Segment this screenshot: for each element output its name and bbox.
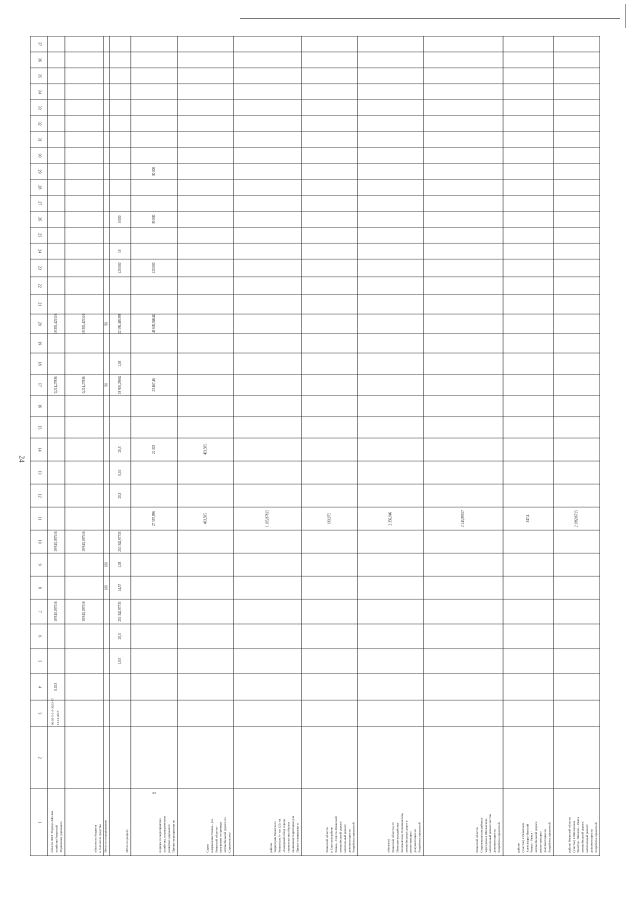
column-number: 6 [37, 635, 43, 638]
row-name-line: Рязанской области (13 [390, 822, 395, 853]
cell-value: 347,4 [525, 514, 531, 523]
row-name-line: капитальный ремонт [585, 824, 590, 853]
column-number: 1 [37, 821, 43, 824]
cell-value: 2 356,946 [388, 511, 393, 526]
cell-value: 183,975 [327, 513, 332, 525]
row-number: 25 [152, 791, 157, 795]
cell-value: 22 590,485398 [117, 313, 123, 334]
row-name-line: программе от границы [218, 821, 223, 853]
row-name-line: в том числе средства [97, 824, 102, 853]
row-date: 12.12.2017 [55, 710, 61, 725]
row-name-line: Сараи [205, 844, 210, 853]
row-name-line: межевания территории для [290, 815, 296, 853]
row-name-line: Ерахтур - Шилово - Ряжск [576, 816, 581, 853]
column-number: 33 [37, 105, 43, 110]
row-name-line: автомобильной дороги по [223, 817, 228, 853]
row-name-line: Старожиловском районах [479, 817, 484, 853]
column-number: 22 [37, 283, 43, 288]
row-name-line: реконструкцию [538, 831, 543, 853]
cell-value: 43 630,84644 [151, 314, 156, 334]
cell-value: 403,505 [203, 513, 208, 525]
column-number: 31 [37, 137, 43, 142]
cell-value: 1,03 [117, 658, 123, 665]
cell-value: 120 000 [151, 262, 156, 274]
row-name-line: направление Рязань - р.п. [209, 818, 214, 853]
row-name-line: (участок) в Шиловском [571, 820, 576, 853]
cell-value: 18 305,425516 [82, 313, 87, 334]
row-name-line: Рязань - Спасск-Рязанский [333, 816, 338, 853]
column-number: 4 [37, 685, 43, 688]
row-name-line: Итого по разделу [124, 829, 129, 853]
row-code: 06.03-5-1-3-3023-17 [50, 698, 55, 725]
row-name-line: района [268, 843, 273, 853]
column-number: 8 [37, 586, 43, 589]
column-number: 27 [37, 201, 43, 206]
column-number: 20 [37, 321, 43, 326]
cell-value: 18 943,187516 [53, 531, 59, 552]
cell-value: 14,37 [117, 583, 123, 592]
cell-value: 30 000 [151, 166, 156, 177]
cell-value: 0 000 [117, 215, 123, 224]
column-number: 12 [37, 493, 43, 498]
column-number: 23 [37, 266, 43, 270]
row-name-line: Разработка проектной [497, 822, 502, 853]
cell-value: 20,3 [117, 633, 123, 640]
row-name-line: (участок) в Рязанском [520, 822, 525, 853]
row-name-line: Итого по подпрограмме [103, 820, 108, 853]
row-name-line: Управление дорожного [58, 821, 64, 853]
row-name-line: Рязань - Ряжск - [529, 830, 534, 853]
row-name-line: капитальный ремонт [342, 824, 347, 853]
row-name-line: порядке по мероприятию [157, 818, 163, 853]
row-name-line: Прочие мероприятия по [171, 819, 176, 853]
scan-edge-top [240, 18, 620, 19]
cell-value: 20,3 [117, 492, 123, 499]
row-name-line: Рязанской области - [214, 825, 219, 853]
row-name-line: документации на [413, 829, 418, 853]
row-name-line: Разработка проектной [547, 822, 552, 853]
row-name-line: автомобильных дорог в [404, 820, 409, 853]
column-number: 25 [37, 233, 43, 238]
row-name-line: Разработка проектной [593, 822, 599, 853]
row-name-line: реконструкцию [408, 831, 413, 853]
column-number: 7 [37, 610, 43, 613]
column-number: 18 [37, 361, 43, 366]
row-name-line: районе [516, 843, 521, 853]
cell-value: 18 943,187516 [82, 531, 87, 552]
row-name-line: в Спасском районе [329, 827, 334, 853]
row-name-line: объектов) [386, 839, 391, 853]
column-number: 3 [37, 712, 43, 715]
row-name-line: строительства объекта [286, 821, 291, 853]
budget-table-grid [30, 36, 600, 856]
row-name-line: Разработка проектной [417, 822, 422, 853]
column-number: 32 [37, 121, 43, 126]
row-name-line: документации на [492, 829, 497, 853]
cell-value: 0,214,27836 [53, 376, 59, 394]
row-name-line: Рязанской области [324, 827, 330, 853]
column-number: 26 [37, 217, 43, 222]
column-number: 14 [37, 447, 43, 452]
row-name-line: территории Рязанского [273, 821, 278, 853]
cell-value: 0.013 [53, 683, 59, 691]
column-number: 11 [37, 516, 43, 521]
cell-value: 90 [104, 383, 109, 387]
cell-value: 1,03 [117, 561, 123, 568]
column-number: 29 [37, 169, 43, 174]
cell-value: 21 323 [151, 444, 156, 455]
cell-value: 18 905,29662 [117, 375, 123, 395]
column-number: 2 [37, 756, 43, 759]
column-number: 13 [37, 470, 43, 475]
row-name-line: Строительство [227, 832, 232, 853]
cell-value: 18 943,187516 [53, 601, 59, 622]
table-lines [30, 36, 600, 856]
row-name-line: хозяйства Рязанской [54, 824, 59, 853]
cell-value: 403,505 [203, 444, 208, 455]
cell-value: 210 342,87735 [117, 601, 123, 622]
cell-value: 210 342,87735 [117, 531, 123, 552]
row-name-line: Разработка проектной [351, 822, 356, 853]
cell-value: 30 000 [151, 214, 156, 224]
column-number: 19 [37, 341, 43, 346]
cell-value: 100 [104, 562, 109, 568]
row-name-line: Рязани (км 0 - км 12)» на [277, 818, 282, 853]
budget-table [30, 36, 600, 856]
row-name-line: областного бюджета [93, 824, 98, 853]
row-name-line: документации на [542, 829, 548, 853]
column-number: 36 [37, 57, 43, 62]
column-number: 17 [37, 382, 43, 387]
column-number: 10 [37, 539, 43, 544]
column-number: 24 [37, 249, 43, 254]
column-number: 34 [37, 89, 43, 94]
row-name-line: через реки в Шиловском, [483, 818, 488, 853]
cell-value: 20,3 [117, 446, 123, 453]
row-name-line: автомобильной дороги [534, 821, 539, 853]
column-number: 30 [37, 153, 43, 158]
row-name-line: Александро-Невский [525, 823, 530, 853]
row-name-line: Рязанской области [474, 827, 479, 853]
cell-value: 0,10 [117, 469, 123, 476]
row-name-line: «Северный обход города [282, 819, 287, 853]
column-number: 5 [37, 660, 43, 663]
row-name-line: документации на [347, 829, 352, 853]
row-name-line: Проект планировки и [295, 823, 300, 853]
column-number: 28 [37, 185, 43, 190]
row-name-line: автомобильной дороги [580, 821, 585, 853]
column-number: 16 [37, 404, 43, 409]
cell-value: 120 000 [117, 262, 123, 274]
cell-value: 1,03 [117, 360, 123, 367]
cell-value: 23 467,46 [151, 378, 156, 392]
cell-value: 13 [117, 249, 123, 253]
column-number: 9 [37, 563, 43, 566]
column-number: 37 [37, 41, 43, 46]
row-name-line: развитию дорожного [166, 824, 172, 853]
row-name-line: капитальный ремонт мостов [488, 813, 493, 853]
column-number: 15 [37, 425, 43, 430]
row-name-line: районе Рязанской области [567, 817, 572, 853]
column-number: 21 [37, 302, 43, 307]
row-name-line: Касимовском, Клепиковском, [399, 812, 404, 853]
cell-value: 18 305,425516 [53, 313, 59, 334]
page-number: 24 [17, 455, 26, 463]
cell-value: 2 145,88557 [461, 510, 466, 527]
row-name-line: Пителинском районах [395, 822, 400, 853]
cell-value: 0,214,27836 [82, 376, 87, 394]
cell-value: 1 105,87815 [265, 510, 270, 527]
cell-value: 90 [104, 322, 109, 326]
cell-value: 100 [104, 585, 109, 591]
row-name-line: документации на [589, 829, 594, 853]
row-name-line: области ФКУ Упрдор «Москва [49, 810, 55, 853]
cell-value: 2 186,96715 [574, 510, 579, 527]
scan-edge-right [625, 4, 636, 28]
cell-value: 27 597,896 [151, 511, 156, 527]
column-number: 35 [37, 73, 43, 78]
row-name-line: автомобильной дороги [338, 821, 343, 853]
row-name-line: хозяйства, в приоритетном [162, 816, 167, 853]
cell-value: 18 943,187516 [82, 601, 87, 622]
